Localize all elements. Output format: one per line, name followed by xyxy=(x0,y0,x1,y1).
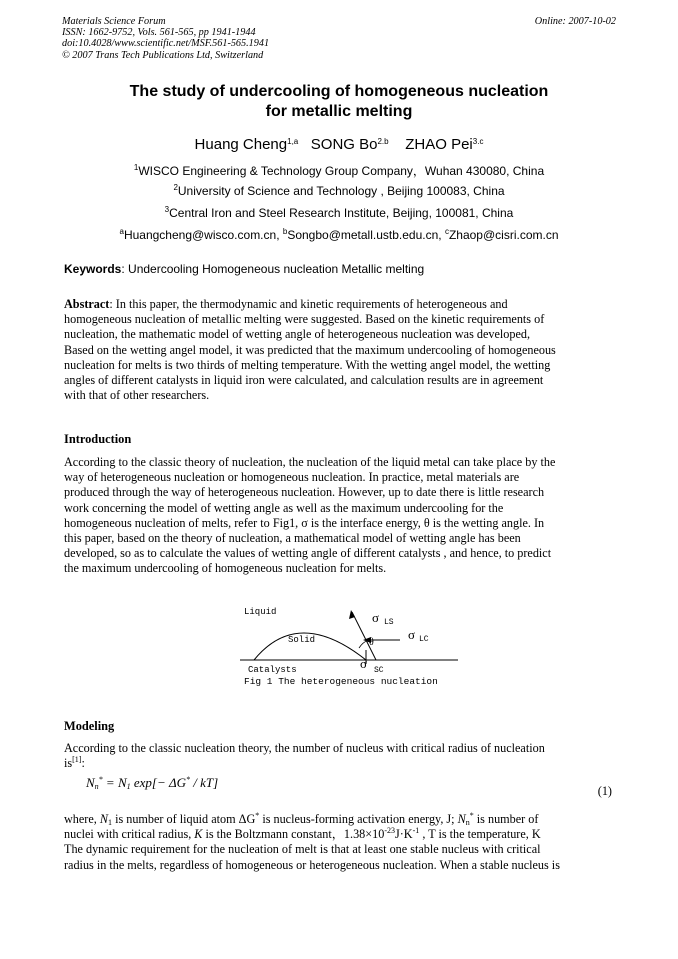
author-name: SONG Bo xyxy=(310,136,378,153)
abstract-label: Abstract xyxy=(64,297,110,311)
figure-caption: Fig 1 The heterogeneous nucleation xyxy=(244,676,438,687)
label-lc: LC xyxy=(419,635,429,644)
label-catalysts: Catalysts xyxy=(248,665,297,675)
equation-number: (1) xyxy=(597,784,612,798)
author-superscript: 3.c xyxy=(472,137,484,146)
title-line-1: The study of undercooling of homogeneous nucleation xyxy=(129,83,549,100)
affiliation: $^2$University of Science and Technology , Beijing 100083, China xyxy=(173,183,505,198)
email-list: $^a$Huangcheng@wisco.com.cn, $^b$Songbo@metall.ustb.edu.cn, $^c$Zhaop@cisri.com.cn xyxy=(119,227,559,242)
section-heading-introduction: Introduction xyxy=(64,432,132,446)
keywords-text: : Undercooling Homogeneous nucleation Metallic melting xyxy=(121,262,425,276)
label-theta: θ xyxy=(369,637,374,648)
abstract: Abstract: In this paper, the thermodynamic and kinetic requirements of heterogeneous and homogeneous nucleation of metallic melting were suggested. Based on the kinetic requirements of nucleation, the mathematic model of wetting angle of heterogeneous nucleation was developed, Based on the wetting angel model, it was predicted that the maximum undercooling of homogeneous nucleation for melts is two thirds of melting temperature. With the wetting angel model, the wetting angles of different catalysts in liquid iron were calculated, and calculation results are in agreement with that of other researchers. xyxy=(64,297,556,403)
author-name: ZHAO Pei xyxy=(405,136,473,153)
theta-arc xyxy=(359,641,367,648)
affiliation: $^1$WISCO Engineering & Technology Group Company，Wuhan 430080, China xyxy=(133,163,545,178)
section-heading-modeling: Modeling xyxy=(64,719,115,733)
label-sc: SC xyxy=(374,666,384,675)
running-header xyxy=(62,16,269,61)
title-line-2: for metallic melting xyxy=(265,103,413,120)
paper-title xyxy=(60,82,618,122)
label-solid: Solid xyxy=(288,635,316,645)
introduction-text: According to the classic theory of nucleation, the nucleation of the liquid metal can take place by the way of heterogeneous nucleation or homogeneous nucleation. In practice, metal materials are produced through the way of heterogeneous nucleation. However, up to date there is little research work concerning the model of wetting angle as well as the maximum undercooling for the homogeneous nucleation of melts, refer to Fig1, σ is the interface energy, θ is the wetting angle. In this paper, based on the theory of nucleation, a mathematical model of wetting angle has been developed, so as to calculate the values of wetting angle of different catalysts , and hence, to predict the maximum undercooling of homogeneous nucleation for melts. xyxy=(64,455,556,576)
label-sigma: σ xyxy=(408,627,416,642)
issn-line: ISSN: 1662-9752, Vols. 561-565, pp 1941-1944 xyxy=(62,27,256,39)
affiliation: $^3$Central Iron and Steel Research Institute, Beijing, 100081, China xyxy=(164,205,514,220)
email-link: Huangcheng@wisco.com.cn, xyxy=(123,228,283,242)
label-liquid: Liquid xyxy=(244,607,277,617)
author-list xyxy=(60,136,618,153)
modeling-intro: According to the classic nucleation theory, the number of nucleus with critical radius of nucleation is[1]: xyxy=(64,741,545,771)
citation-ref: [1] xyxy=(72,755,82,765)
journal-name: Materials Science Forum xyxy=(62,16,166,27)
online-date: Online: 2007-10-02 xyxy=(534,16,616,27)
label-ls: LS xyxy=(384,618,394,627)
equation-definitions: where, $N_1$ is number of liquid atom ΔG* is nucleus-forming activation energy, J; $N_n^*$ is number of nuclei with critical radius, K is the Boltzmann constant，$1.38\times 10^{-23}J\cdot K^{-1}$ , T is the temperature, K The dynamic requirement for the nucleation of melt is that at least one stable nucleus with critical radius in the melts, regardless of homogeneous or heterogeneous nucleation. When a stable nucleus is xyxy=(64,811,560,872)
copyright-line: © 2007 Trans Tech Publications Ltd, Switzerland xyxy=(62,49,264,61)
email-link: Songbo@metall.ustb.edu.cn, xyxy=(287,228,445,242)
author-superscript: 2.b xyxy=(377,137,389,146)
label-sigma: σ xyxy=(360,656,368,671)
keywords xyxy=(64,262,424,276)
author-name: Huang Cheng xyxy=(194,136,288,153)
arrowhead-icon xyxy=(349,610,355,619)
equation-1: $N_n^* = N_1$ exp[− ΔG* / kT] xyxy=(86,775,219,791)
email-link: Zhaop@cisri.com.cn xyxy=(448,228,559,242)
doi-line: doi:10.4028/www.scientific.net/MSF.561-565.1941 xyxy=(62,38,270,50)
label-sigma: σ xyxy=(372,610,380,625)
keywords-label: Keywords xyxy=(64,262,122,276)
author-superscript: 1,a xyxy=(287,137,299,146)
figure-1-diagram xyxy=(226,598,466,690)
